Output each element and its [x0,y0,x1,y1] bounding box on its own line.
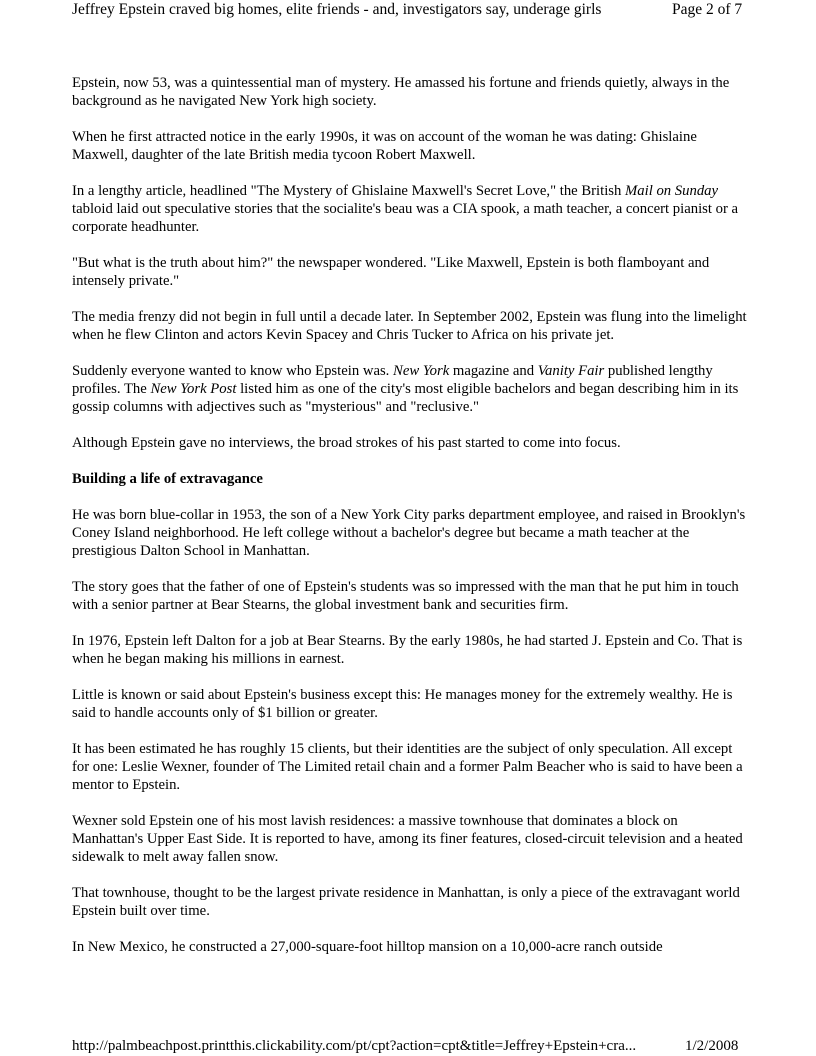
paragraph: Little is known or said about Epstein's business except this: He manages money for the extremely wealthy. He is said to handle accounts only of $1 billion or greater. [72,687,733,721]
paragraph: "But what is the truth about him?" the newspaper wondered. "Like Maxwell, Epstein is both flamboyant and intensely private." [72,255,710,289]
paragraph: The story goes that the father of one of Epstein's students was so impressed with the man that he put him in touch with a senior partner at Bear Stearns, the global investment bank and securities firm. [72,579,739,613]
text-run: published lengthy profiles. The [72,363,713,397]
section-heading: Building a life of extravagance [72,471,263,487]
publication-name: Vanity Fair [537,363,605,379]
paragraph: The media frenzy did not begin in full until a decade later. In September 2002, Epstein was flung into the limelight when he flew Clinton and actors Kevin Spacey and Chris Tucker to Africa on his private jet. [72,309,747,343]
page-number: Page 2 of 7 [672,1,743,18]
paragraph: When he first attracted notice in the early 1990s, it was on account of the woman he was dating: Ghislaine Maxwell, daughter of the late British media tycoon Robert Maxwell. [72,129,697,163]
paragraph: Wexner sold Epstein one of his most lavish residences: a massive townhouse that dominates a block on Manhattan's Upper East Side. It is reported to have, among its finer features, closed-circuit television and a heated sidewalk to melt away fallen snow. [72,813,743,865]
text-run: tabloid laid out speculative stories that the socialite's beau was a CIA spook, a math teacher, a concert pianist or a corporate headhunter. [72,201,739,235]
paragraph: He was born blue-collar in 1953, the son of a New York City parks department employee, and raised in Brooklyn's Coney Island neighborhood. He left college without a bachelor's degree but became a math teacher at the prestigious Dalton School in Manhattan. [72,507,746,559]
publication-name: New York Post [150,381,237,397]
paragraph [72,362,747,416]
article-body [72,74,747,974]
text-run: magazine and [449,363,538,379]
publication-name: Mail on Sunday [625,183,719,199]
paragraph: In 1976, Epstein left Dalton for a job at Bear Stearns. By the early 1980s, he had started J. Epstein and Co. That is when he began making his millions in earnest. [72,633,743,667]
footer-date: 1/2/2008 [685,1038,739,1054]
text-run: listed him as one of the city's most eligible bachelors and began describing him in its gossip columns with adjectives such as "mysterious" and "reclusive." [72,381,739,415]
paragraph: That townhouse, thought to be the largest private residence in Manhattan, is only a piece of the extravagant world Epstein built over time. [72,885,740,919]
paragraph: It has been estimated he has roughly 15 clients, but their identities are the subject of only speculation. All except for one: Leslie Wexner, founder of The Limited retail chain and a former Palm Beacher who is said to have been a mentor to Epstein. [72,741,743,793]
paragraph: Epstein, now 53, was a quintessential man of mystery. He amassed his fortune and friends quietly, always in the background as he navigated New York high society. [72,75,730,109]
publication-name: New York [393,363,450,379]
page-header-title: Jeffrey Epstein craved big homes, elite friends - and, investigators say, underage girls [72,1,602,18]
paragraph: In New Mexico, he constructed a 27,000-square-foot hilltop mansion on a 10,000-acre ranch outside [72,939,663,955]
text-run: Suddenly everyone wanted to know who Epstein was. [72,363,394,379]
text-run: In a lengthy article, headlined "The Mystery of Ghislaine Maxwell's Secret Love," the British [72,183,626,199]
paragraph [72,182,747,236]
paragraph: Although Epstein gave no interviews, the broad strokes of his past started to come into focus. [72,435,621,451]
footer-url: http://palmbeachpost.printthis.clickability.com/pt/cpt?action=cpt&title=Jeffrey+Epstein+cra... [72,1038,637,1054]
